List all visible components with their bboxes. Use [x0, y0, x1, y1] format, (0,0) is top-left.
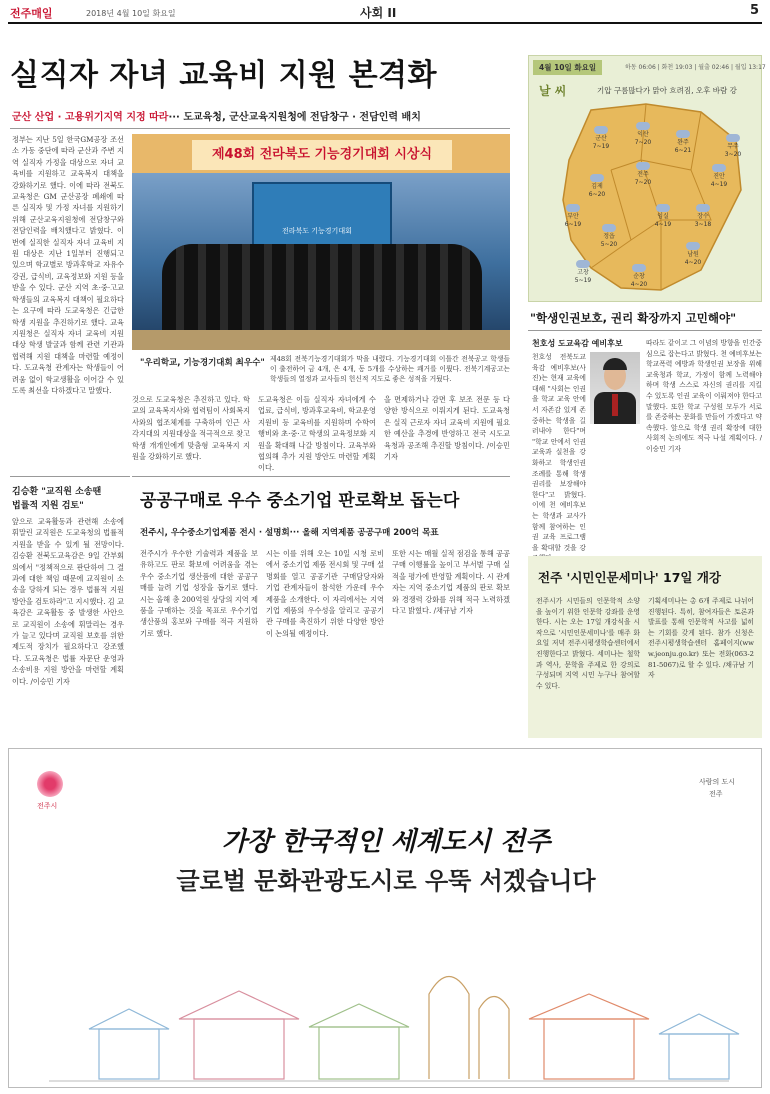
cloud-icon [632, 264, 646, 272]
cloud-icon [566, 204, 580, 212]
side-top-rule [10, 476, 130, 477]
weather-city [565, 260, 601, 284]
weather-city [645, 204, 681, 228]
cloud-icon [602, 224, 616, 232]
lead-subhead [12, 108, 421, 123]
lead-col-2: 것으로 도교육청은 추진하고 있다. 학교의 교육복지사와 협력팀이 사회복지사와의 협조체계를 구축하여 인근 사각지대의 지원대상을 적극적으로 찾고 학생 개개인에게 맞춤형 교육복지 지원을 강화하기로 했다. [132, 395, 250, 462]
cloud-icon [636, 122, 650, 130]
cloud-icon [636, 162, 650, 170]
rights-byline: 천호성 도교육감 예비후보 [532, 339, 623, 348]
rights-col-1: 천호성 전북도교육감 예비후보(사진)는 현재 교육에 대해 "사회는 인권을 학교 교육 안에서 자존감 있게 존중하는 학생을 길러내야 한다"며 "학교 안에서 인권 교육과 실천을 강화하고 학생인권조례를 통해 학생 권리를 보장해야 한다"고 밝혔다. 이에 천 예비후보는 학생과 교사가 함께 참여하는 인권 교육 프로그램을 확대할 것을 강 [532, 353, 586, 552]
ad-logo-icon [37, 771, 63, 797]
candidate-hair [603, 358, 627, 370]
candidate-photo [590, 352, 640, 424]
cloud-icon [726, 134, 740, 142]
ad-logo-text: 전주시 [37, 802, 58, 810]
lead-subhead-red: 군산 산업 · 고용위기지역 지정 따라 [12, 112, 169, 123]
city-temp: 6~21 [674, 146, 692, 154]
city-temp: 3~18 [694, 220, 712, 228]
seminar-headline: 전주 '시민인문세미나' 17일 개강 [538, 570, 722, 585]
city-name: 정읍 [603, 233, 615, 240]
rights-rule [528, 330, 762, 331]
weather-box [528, 55, 766, 302]
side-headline-2: 법률적 지원 검토" [12, 501, 84, 511]
forecast-item: 월입 13:17 [734, 64, 766, 71]
photo-caption-text: 제48회 전북기능경기대회가 막을 내렸다. 기능경기대회 이틀간 전북공고 학생들이 출전하여 금 4개, 은 4개, 동 5개를 수상하는 쾌거를 이뤘다. 전북기계공고는 학생들의 열정과 교사들의 헌신적 지도로 좋은 성적을 거뒀다. [270, 355, 510, 383]
city-name: 완주 [677, 139, 689, 146]
photo-banner: 제48회 전라북도 기능경기대회 시상식 [192, 140, 452, 170]
lead-photo [132, 134, 510, 350]
skyline-right [429, 977, 739, 1080]
weather-date: 4월 10일 화요일 [533, 60, 602, 75]
weather-city [555, 204, 591, 228]
city-temp: 7~20 [634, 138, 652, 146]
issue-date: 2018년 4월 10일 화요일 [86, 9, 176, 18]
weather-city [583, 126, 619, 150]
cloud-icon [676, 130, 690, 138]
seminar-col-1: 전주시가 시민들의 인문학적 소양을 높이기 위한 인문학 강좌를 운영한다. 시는 오는 17일 개강식을 시작으로 '시민인문세미나'를 매주 화요일 저녁 전주시평생학습센터에서 진행한다고 밝혔다. 세미나는 철학과 역사, 문학을 주제로 한 강의로 구성되며 지역 시민 누구나 참여할 수 있다. [536, 597, 640, 690]
city-temp: 6~19 [564, 220, 582, 228]
gov-top-rule [132, 476, 510, 477]
rights-col-2: 따라도 같이고 그 이념의 방향을 인간중심으로 잡는다고 밝혔다. 천 예비후보는 학교폭력 예방과 학생인권 보장을 위해 교육청과 학교, 가정이 함께 노력해야 하며 학생 스스로 자신의 권리를 지킬 수 있도록 인권 교육이 이뤄져야 한다고 말했다. 또한 학교 구성원 모두가 서로를 존중하는 문화를 만들어 가겠다고 약속했다. 앞으로 학생 권리 확장에 대한 사회적 논의에도 적극 나설 계획이다. /이승민 기자 [646, 339, 762, 453]
side-headline-1: 김승환 "교직원 소송땐 [12, 487, 102, 497]
seminar-box [528, 556, 762, 738]
cloud-icon [696, 204, 710, 212]
ad-corner-line-2: 전주 [709, 790, 723, 798]
city-temp: 4~19 [654, 220, 672, 228]
forecast-item: 화천 19:03 [661, 64, 693, 71]
page-number: 5 [750, 3, 760, 18]
weather-label: 날 씨 [539, 84, 567, 98]
lead-headline: 실직자 자녀 교육비 지원 본격화 [10, 58, 438, 93]
city-name: 남원 [687, 251, 699, 258]
seminar-col-2: 기획세미나는 총 6개 주제로 나뉘어 진행된다. 특히, 참여자들은 토론과 발표를 통해 인문학적 사고를 넓히는 기회를 갖게 된다. 참가 신청은 전주시평생학습센터 홈페이지(www.jeonju.go.kr) 또는 전화(063-281-5067)로 할 수 있다. /채규남 기자 [648, 597, 754, 680]
ad-banner [8, 748, 762, 1088]
city-temp: 4~20 [630, 280, 648, 288]
gov-col-2: 시는 이를 위해 오는 10일 시청 로비에서 중소기업 제품 전시회 및 구매 설명회를 열고 공공기관 구매담당자와 기업 관계자들이 참석한 가운데 우수 제품을 소개한다. 이 자리에서는 지역 기업 제품의 우수성을 알리고 공공기관 구매를 촉진하기 위한 다양한 방안이 논의될 예정이다. [266, 549, 384, 638]
city-name: 익산 [637, 131, 649, 138]
city-name: 김제 [591, 183, 603, 190]
skyline-left [89, 991, 409, 1079]
side-body: 앞으로 교육활동과 관련해 소송에 휘말린 교직원은 도교육청의 법률적 지원을 받을 수 있게 될 전망이다. 김승환 전북도교육감은 9일 간부회의에서 "정책적으로 판단하여 그 결과에 대한 책임 때문에 교직원이 소송을 당하게 되는 경우 법률적 지원 방안을 검토하라"고 지시했다. 김 교육감은 교육활동 중 발생한 사안으로 교직원이 소송에 휘말리는 경우가 늘고 있다며 교직원 보호를 위한 제도적 장치가 필요하다고 강조했다. 도교육청은 법률 자문단 운영과 소송비용 지원 방안을 마련할 계획이다. /이승민 기자 [12, 517, 124, 686]
cloud-icon [594, 126, 608, 134]
city-temp: 4~19 [710, 180, 728, 188]
weather-city [621, 264, 657, 288]
lead-sub-rule [10, 128, 510, 129]
cloud-icon [712, 164, 726, 172]
city-temp: 3~20 [724, 150, 742, 158]
city-name: 군산 [595, 135, 607, 142]
city-name: 무주 [727, 143, 739, 150]
city-temp: 7~19 [592, 142, 610, 150]
rights-headline: "학생인권보호, 권리 확장까지 고민해야" [530, 311, 737, 325]
weather-city [665, 130, 701, 154]
cloud-icon [590, 174, 604, 182]
weather-forecast-items: 하동 06:06 | 화천 19:03 | 월출 02:46 | 월입 13:17 [625, 64, 766, 71]
lead-col-1: 정부는 지난 5일 한국GM공장 조선소 가동 중단에 따라 군산과 주변 지역 실직자 가정을 대상으로 자녀 교육비를 지원하고 교육복지 대책을 강화하기로 했다. 이에 따라 전북도교육청은 GM 군산공장 폐쇄에 따른 실직자 및 가정 자녀를 지원하기 위해 군산교육지원청에 전담창구와 전담인력을 배치했다고 밝혔다. 이번에 실직한 실직자 자녀 교육비 지원 대상은 지난 1일부터 진행되고 있으며 학교별로 방과후학교 자유수강권, 급식비, 교육정보화 지원 등을 받을 수 있다. 군산 지역 초·중·고교 학생들의 교육복지 대책이 필요하다는 요구에 따라 도교육청은 긴급한 학생 지원을 추진하기로 했다. 교육지원청은 실직자 자녀 교육비 지원 대상 학생 발굴과 함께 관련 기관과 협력해 지원 대책을 마련할 예정이다. 도교육청 관계자는 학생들이 어려움 없이 학교생활을 이어갈 수 있도록 최선을 다하겠다고 말했다. [12, 135, 124, 395]
city-temp: 7~20 [634, 178, 652, 186]
lead-col-4: 을 면제하거나 감면 후 보조 전문 등 다양한 방식으로 이뤄지게 된다. 도교육청은 실직 근로자 자녀 교육비 지원에 필요한 예산을 추경에 반영하고 전국 시도교육청과 공조해 추진할 방침이다. /이승민 기자 [384, 395, 510, 462]
weather-summary: 기압 구름많다가 맑아 흐려짐, 오후 바람 강 [597, 86, 737, 95]
ad-line-2: 글로벌 문화관광도시로 우뚝 서겠습니다 [176, 867, 596, 895]
masthead: 전주매일 [10, 7, 53, 20]
lead-subhead-rest: ··· 도교육청, 군산교육지원청에 전담창구 · 전담인력 배치 [168, 112, 421, 123]
gov-col-1: 전주시가 우수한 기술력과 제품을 보유하고도 판로 확보에 어려움을 겪는 우수 중소기업 생산품에 대한 공공구매를 늘려 기업 성장을 돕기로 했다. 시는 올해 총 200억원 상당의 지역 제품을 구매하는 것을 목표로 우수기업 생산품의 홍보와 구매를 적극 지원하기로 했다. [140, 549, 258, 638]
photo-floor [132, 330, 510, 350]
lead-col-3: 도교육청은 이들 실직자 자녀에게 수업료, 급식비, 방과후교육비, 학교운영지원비 등 교육비를 지원하며 수학여행비와 초·중·고 학생의 교육정보화 지원을 확대해 나갈 방침이다. 교육부와 협의해 추가 지원 방안도 마련할 계획이다. [258, 395, 376, 473]
city-name: 고창 [577, 269, 589, 276]
ad-corner-line-1: 사람의 도시 [699, 778, 736, 786]
gov-col-3: 또한 시는 매월 실적 점검을 통해 공공구매 이행률을 높이고 부서별 구매 실적을 평가에 반영할 계획이다. 시 관계자는 지역 중소기업 제품의 판로 확보와 경쟁력 강화를 위해 적극 노력하겠다고 밝혔다. /채규남 기자 [392, 549, 510, 616]
candidate-tie [612, 394, 618, 416]
cloud-icon [686, 242, 700, 250]
city-temp: 5~20 [600, 240, 618, 248]
forecast-item: 하동 06:06 [625, 64, 656, 71]
city-temp: 4~20 [684, 258, 702, 266]
photo-group [162, 244, 482, 334]
weather-city [701, 164, 737, 188]
cloud-icon [576, 260, 590, 268]
header-rule [8, 22, 762, 24]
city-name: 순창 [633, 273, 645, 280]
city-name: 임실 [657, 213, 669, 220]
city-name: 부안 [567, 213, 579, 220]
cloud-icon [656, 204, 670, 212]
weather-city [591, 224, 627, 248]
gov-subhead: 전주시, 우수중소기업제품 전시 · 설명회··· 올해 지역제품 공공구매 200억 목표 [140, 528, 439, 538]
gov-headline: 공공구매로 우수 중소기업 판로확보 돕는다 [140, 491, 460, 511]
weather-city [685, 204, 721, 228]
forecast-item: 월출 02:46 [698, 64, 730, 71]
city-name: 진안 [713, 173, 725, 180]
city-name: 전주 [637, 171, 649, 178]
section-name: 사회 II [360, 6, 397, 20]
weather-city [625, 122, 661, 146]
weather-city [579, 174, 615, 198]
ad-line-1: 가장 한국적인 세계도시 전주 [221, 827, 551, 857]
city-temp: 5~19 [574, 276, 592, 284]
weather-city [675, 242, 711, 266]
city-temp: 6~20 [588, 190, 606, 198]
ad-skyline-illustration [9, 899, 763, 1089]
photo-caption-title: "우리학교, 기능경기대회 최우수" [140, 358, 265, 368]
weather-city [715, 134, 751, 158]
weather-city [625, 162, 661, 186]
city-name: 장수 [697, 213, 709, 220]
photo-screen-text: 전라북도 기능경기대회 [282, 227, 352, 235]
